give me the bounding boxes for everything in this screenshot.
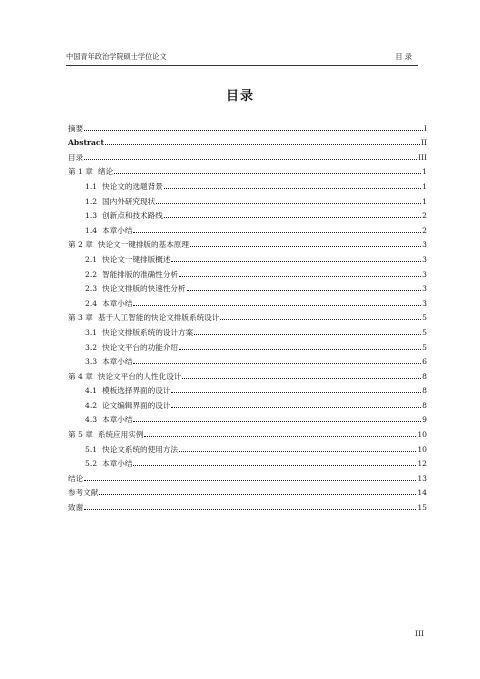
toc-entry[interactable] [68,455,427,470]
toc-entry-page: 1 [422,167,427,177]
toc-entry-number: 2.3 [85,284,98,294]
toc-entry-page: 5 [422,342,427,352]
toc-entry-label: 国内外研究现状 [102,196,156,206]
toc-entry-label: 目录 [68,152,84,162]
toc-entry-page: 10 [417,430,427,440]
toc-entry[interactable] [68,192,427,207]
toc-entry-number: 第 5 章 [68,430,93,440]
page-header [66,51,418,66]
toc-entry[interactable] [68,207,427,222]
toc-entry-number: 2.1 [85,254,98,264]
toc-entry-label: 创新点和技术路线 [102,211,163,221]
dot-leader [114,173,421,174]
dot-leader [84,159,417,160]
toc-entry-label: 参考文献 [68,488,99,498]
toc-entry-page: 5 [422,327,427,337]
dot-leader [182,378,421,379]
dot-leader [179,349,421,350]
toc-entry-page: 13 [417,473,427,483]
toc-entry-number: 5.2 [85,459,98,469]
toc-entry-label: 绪论 [97,167,114,177]
toc-entry-page: 12 [417,459,427,469]
toc-entry-label: 模板选择界面的设计 [102,386,171,396]
toc-entry-label: 本章小结 [102,225,133,235]
toc-entry-page: I [424,123,427,133]
toc-entry[interactable] [68,294,427,309]
dot-leader [133,232,421,233]
dot-leader [133,421,421,422]
page-title: 目录 [225,89,254,104]
toc-entry[interactable] [68,280,427,295]
toc-entry-page: 8 [422,386,427,396]
toc-entry-label: 本章小结 [102,415,133,425]
toc-entry-page: 2 [422,225,427,235]
toc-entry-number: 1.4 [85,225,98,235]
dot-leader [84,480,416,481]
toc-entry-page: 2 [422,211,427,221]
toc-entry-page: 3 [422,298,427,308]
dot-leader [133,363,421,364]
toc-entry-page: 14 [417,488,427,498]
toc-entry-number: 3.1 [85,327,98,337]
toc-entry[interactable] [68,382,427,397]
toc-entry[interactable] [68,469,427,484]
toc-entry-number: 2.4 [85,298,98,308]
toc-entry-page: II [421,138,427,148]
toc-entry-page: 9 [422,415,427,425]
toc-entry-number: 4.1 [85,386,98,396]
toc-entry-label: 本章小结 [102,357,133,367]
toc-entry-label: 快论文平台的功能介绍 [102,342,179,352]
toc-entry-number: 4.3 [85,415,98,425]
dot-leader [164,188,421,189]
toc-entry-number: 1.1 [85,181,98,191]
toc-entry-number: 1.3 [85,211,98,221]
toc-entry-page: 15 [417,503,427,513]
toc-entry-label: 基于人工智能的快论文排版系统设计 [97,313,220,323]
table-of-contents [68,119,427,513]
dot-leader [171,392,421,393]
toc-entry-label: 系统应用实例 [97,430,144,440]
toc-entry-page: III [418,152,427,162]
dot-leader [171,261,421,262]
toc-entry[interactable] [68,250,427,265]
toc-entry-number: 3.3 [85,357,98,367]
toc-entry-label: 论文编辑界面的设计 [102,400,171,410]
toc-entry-label: 结论 [68,473,84,483]
toc-entry[interactable] [68,484,427,499]
toc-entry-number: 4.2 [85,400,98,410]
toc-entry[interactable] [68,396,427,411]
page-number: III [415,629,424,638]
dot-leader [144,436,416,437]
dot-leader [156,203,421,204]
toc-entry-page: 3 [422,254,427,264]
dot-leader [179,276,421,277]
toc-entry-number: 3.2 [85,342,98,352]
toc-entry[interactable] [68,221,427,236]
dot-leader [84,130,423,131]
toc-entry-page: 3 [422,284,427,294]
dot-leader [190,246,421,247]
toc-entry-page: 8 [422,400,427,410]
toc-entry[interactable] [68,411,427,426]
toc-entry-page: 1 [422,181,427,191]
dot-leader [187,290,422,291]
thesis-institution-header: 中国青年政治学院硕士学位论文 [66,52,167,61]
dot-leader [84,509,416,510]
toc-entry[interactable] [68,309,427,324]
toc-entry-number: 5.1 [85,444,98,454]
toc-entry-page: 10 [417,444,427,454]
toc-entry-label: Abstract [68,138,105,148]
toc-entry-label: 快论文排版的快速性分析 [102,284,186,294]
toc-entry-number: 第 1 章 [68,167,93,177]
toc-entry-label: 本章小结 [102,459,133,469]
dot-leader [105,144,420,145]
toc-entry-page: 6 [422,357,427,367]
toc-entry-page: 8 [422,371,427,381]
toc-entry-page: 5 [422,313,427,323]
dot-leader [164,217,421,218]
toc-entry-label: 快论文一键排版的基本原理 [97,240,189,250]
toc-entry-label: 致谢 [68,503,84,513]
toc-entry-page: 1 [422,196,427,206]
toc-entry[interactable] [68,367,427,382]
toc-entry-number: 第 4 章 [68,371,93,381]
toc-entry-label: 本章小结 [102,298,133,308]
dot-leader [133,305,421,306]
toc-entry-number: 2.2 [85,269,98,279]
toc-entry[interactable] [68,425,427,440]
toc-entry-label: 快论文平台的人性化设计 [97,371,182,381]
toc-entry-label: 快论文的选题背景 [102,181,163,191]
toc-entry[interactable] [68,148,427,163]
toc-entry-label: 快论文一键排版概述 [102,254,171,264]
toc-entry[interactable] [68,353,427,368]
toc-entry[interactable] [68,323,427,338]
toc-entry-label: 智能排版的准确性分析 [102,269,179,279]
dot-leader [133,465,416,466]
dot-leader [194,334,421,335]
toc-entry[interactable] [68,236,427,251]
dot-leader [171,407,421,408]
toc-entry[interactable] [68,177,427,192]
toc-entry[interactable] [68,338,427,353]
toc-entry-label: 快论文排版系统的设计方案 [102,327,194,337]
toc-entry[interactable] [68,134,427,149]
dot-leader [179,451,416,452]
toc-entry[interactable] [68,498,427,513]
toc-entry-number: 1.2 [85,196,98,206]
toc-entry-label: 快论文系统的使用方法 [102,444,179,454]
section-header: 目 录 [395,52,412,61]
toc-entry-label: 摘要 [68,123,84,133]
toc-entry-number: 第 3 章 [68,313,93,323]
toc-entry[interactable] [68,440,427,455]
toc-entry[interactable] [68,163,427,178]
toc-entry-page: 3 [422,269,427,279]
toc-entry-number: 第 2 章 [68,240,93,250]
toc-entry[interactable] [68,119,427,134]
toc-entry-page: 3 [422,240,427,250]
toc-entry[interactable] [68,265,427,280]
dot-leader [99,494,416,495]
dot-leader [220,319,421,320]
